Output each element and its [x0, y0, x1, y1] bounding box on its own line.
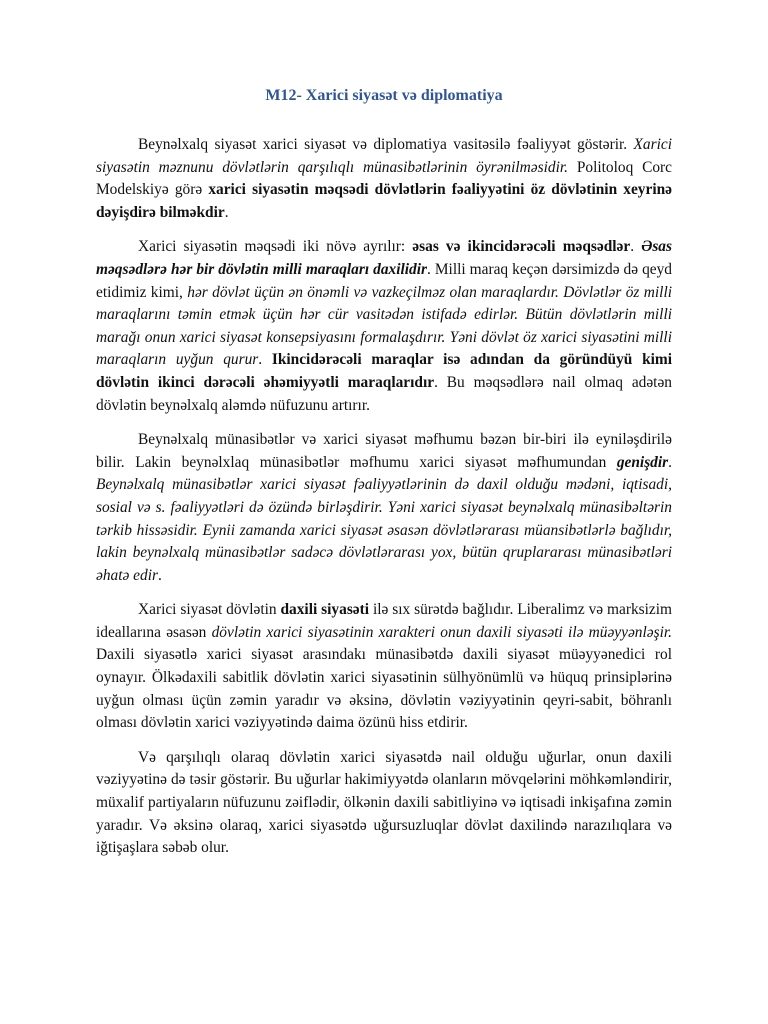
text-run: . Bu məqsədlərə nail olmaq adətən dövlətin beynəlxalq aləmdə nüfuzunu artırır. [96, 373, 672, 414]
text-run: . [224, 203, 229, 221]
text-run: Politoloq Corc Modelskiyə görə [96, 158, 672, 199]
text-run: Ikincidərəcəli maraqlar isə adından da göründüyü kimi dövlətin ikinci dərəcəli əhəmiyyətli maraqlarıdır [96, 351, 672, 391]
text-run: Daxili siyasətlə xarici siyasət arasındakı münasibətdə daxili siyasət müəyyənedici rol oynayır. Ölkədaxili sabitlik dövlətin xarici siyasətinin sülhyönümlü və hüquq prinsiplərinə uyğun olması üçün zəmin yaradır və əksinə, dövlətin vəziyyətinin qeyri-sabit, böhranlı olması dövlətin xarici vəziyyətində daima özünü hiss etdirir. [96, 646, 672, 732]
text-run: hər dövlət üçün ən önəmli və vazkeçilməz olan maraqlardır. Dövlətlər öz milli maraqlarını təmin etmək üçün hər cür vasitədən istifadə edirlər. Bütün dövlətlərin milli marağı onun xarici siyasət konsepsiyasını formalaşdırır. Yəni dövlət öz xarici siyasətini milli maraqların uyğun qurur [96, 283, 672, 369]
paragraph [96, 134, 672, 224]
paragraph [96, 747, 672, 860]
page-title: M12- Xarici siyasət və diplomatiya [265, 87, 503, 104]
text-run: . [668, 453, 672, 471]
text-run: . [258, 351, 272, 369]
text-run: dövlətin xarici siyasətinin xarakteri onun daxili siyasəti ilə müəyyənləşir. [211, 623, 672, 641]
document-body [96, 134, 672, 860]
text-run: Xarici siyasət dövlətin [138, 601, 281, 619]
text-run: . [157, 566, 162, 584]
text-run: Və qarşılıqlı olaraq dövlətin xarici siyasətdə nail olduğu uğurlar, onun daxili vəziyyətinə də təsir göstərir. Bu uğurlar hakimiyyətdə olanların mövqelərini möhkəmləndirir, müxalif partiyaların nüfuzunu zəiflədir, ölkənin daxili sabitliyinə və iqtisadi inkişafına zəmin yaradır. Və əksinə olaraq, xarici siyasətdə uğursuzluqlar dövlət daxilində narazılıqlara və iğtişaşlara səbəb olur. [96, 748, 672, 857]
text-run: Beynəlxalq siyasət xarici siyasət və diplomatiya vasitəsilə fəaliyyət göstərir. [138, 136, 634, 153]
text-run: xarici siyasətin məqsədi dövlətlərin fəaliyyətini öz dövlətinin xeyrinə dəyişdirə bilməkdir [96, 181, 673, 221]
paragraph [96, 236, 672, 417]
text-run: daxili siyasəti [280, 601, 370, 619]
paragraph [96, 429, 672, 587]
text-run: əsas və ikincidərəcəli məqsədlər [412, 238, 631, 256]
text-run: . [630, 238, 642, 256]
text-run: genişdir [616, 453, 669, 471]
text-run: Əsas məqsədlərə hər bir dövlətin milli maraqları daxilidir [96, 238, 672, 278]
text-run: Beynəlxalq münasibətlər və xarici siyasət məfhumu bəzən bir-biri ilə eyniləşdirilə bilir. Lakin beynəlxlaq münasibətlər məfhumu xarici siyasət məfhumundan [96, 431, 672, 471]
text-run: Beynəlxalq münasibətlər xarici siyasət fəaliyyətlərinin də daxil olduğu mədəni, iqtisadi, sosial və s. fəaliyyətləri də özündə birləşdirir. Yəni xarici siyasət beynəlxalq münasibəltərin tərkib hissəsidir. Eynii zamanda xarici siyasət əsasən dövlətlərarası müansibətlərlə bağlıdır, lakin beynəlxalq münasibətlər sadəcə dövlətlərarası yox, bütün qruplararası münasibətləri əhatə edir [96, 476, 672, 584]
text-run: . Milli maraq keçən dərsimizdə də qeyd etidimiz kimi, [96, 260, 673, 301]
text-run: ilə sıx sürətdə bağlıdır. Liberalimz və marksizim ideallarına əsasən [96, 601, 672, 641]
text-run: Xarici siyasətin məznunu dövlətlərin qarşılıqlı münasibətlərinin öyrənilməsidir. [96, 136, 672, 176]
paragraph [96, 599, 672, 735]
text-run: Xarici siyasətin məqsədi iki növə ayrılır: [138, 238, 413, 256]
